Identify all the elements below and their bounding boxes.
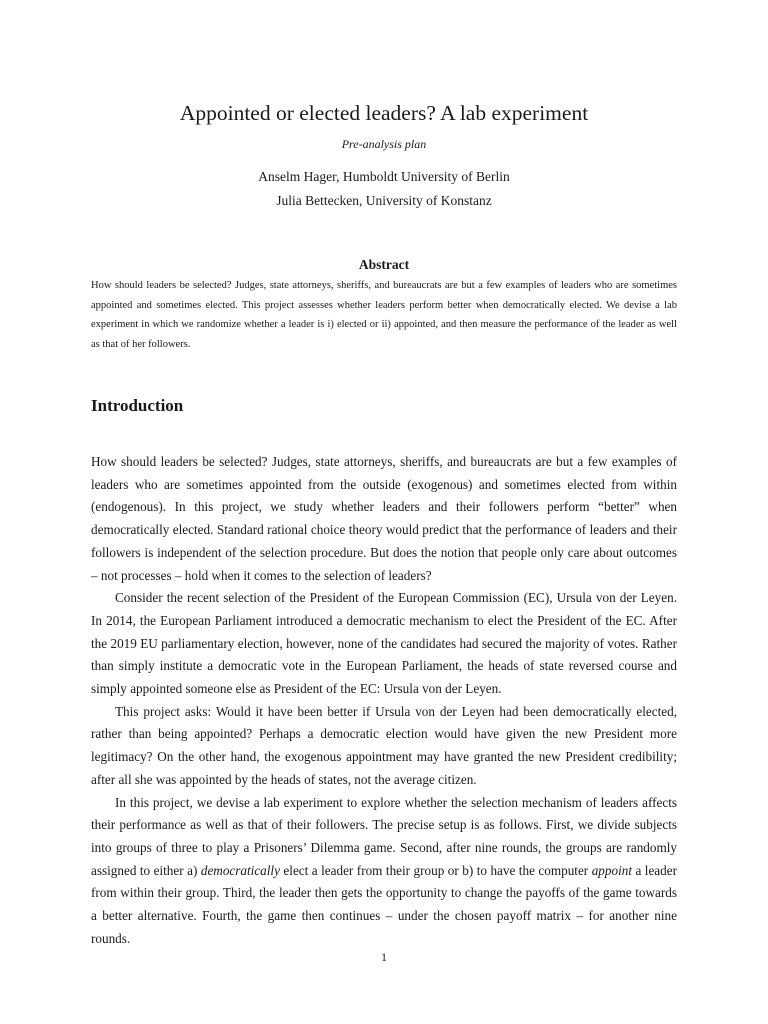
paper-title: Appointed or elected leaders? A lab experiment	[179, 101, 589, 125]
paragraph: This project asks: Would it have been better if Ursula von der Leyen had been democratically elected, rather than being appointed? Perhaps a democratic election would have given the new President more legitimacy? On the other hand, the exogenous appointment may have granted the new President credibility; after all she was appointed by the heads of states, not the average citizen.	[91, 703, 677, 787]
emphasis-appoint: appoint	[591, 862, 632, 878]
abstract-text: How should leaders be selected? Judges, state attorneys, sheriffs, and bureaucrats are but a few examples of leaders who are sometimes appointed and sometimes elected. This project assesses whether leaders perform better when democratically elected. We devise a lab experiment in which we randomize whether a leader is i) elected or ii) appointed, and then measure the performance of the leader as well as that of her followers.	[91, 280, 677, 350]
page-number: 1	[381, 950, 387, 964]
section-heading-introduction: Introduction	[91, 396, 184, 415]
paragraph-text: a leader from within their group. Third, the leader then gets the opportunity to change the payoffs of the game towards a better alternative. Fourth, the game then continues – under the chosen payoff matrix – for another nine rounds.	[91, 862, 677, 946]
paragraph	[91, 792, 677, 951]
paragraph: Consider the recent selection of the President of the European Commission (EC), Ursula von der Leyen. In 2014, the European Parliament introduced a democratic mechanism to elect the President of the EC. After the 2019 EU parliamentary election, however, none of the candidates had secured the majority of votes. Rather than simply institute a democratic vote in the European Parliament, the heads of state reversed course and simply appointed someone else as President of the EC: Ursula von der Leyen.	[91, 590, 677, 697]
paragraph-text: In this project, we devise a lab experiment to explore whether the selection mechanism of leaders affects their performance as well as that of their followers. The precise setup is as follows. First, we divide subjects into groups of three to play a Prisoners’ Dilemma game. Second, after nine rounds, the groups are randomly assigned to either a)	[91, 794, 677, 878]
paper-subtitle: Pre-analysis plan	[341, 137, 427, 151]
paragraph: How should leaders be selected? Judges, state attorneys, sheriffs, and bureaucrats are but a few examples of leaders who are sometimes appointed from the outside (exogenous) and sometimes elected from within (endogenous). In this project, we study whether leaders and their followers perform “better” when democratically elected. Standard rational choice theory would predict that the performance of leaders and their followers is independent of the selection procedure. But does the notion that people only care about outcomes – not processes – hold when it comes to the selection of leaders?	[91, 454, 677, 583]
author-line: Anselm Hager, Humboldt University of Berlin	[258, 169, 510, 184]
author-line: Julia Bettecken, University of Konstanz	[276, 193, 492, 208]
emphasis-democratically: democratically	[200, 862, 280, 878]
paragraph-text: elect a leader from their group or b) to have the computer	[279, 862, 592, 878]
abstract-heading: Abstract	[358, 257, 410, 272]
introduction-body	[91, 451, 677, 950]
